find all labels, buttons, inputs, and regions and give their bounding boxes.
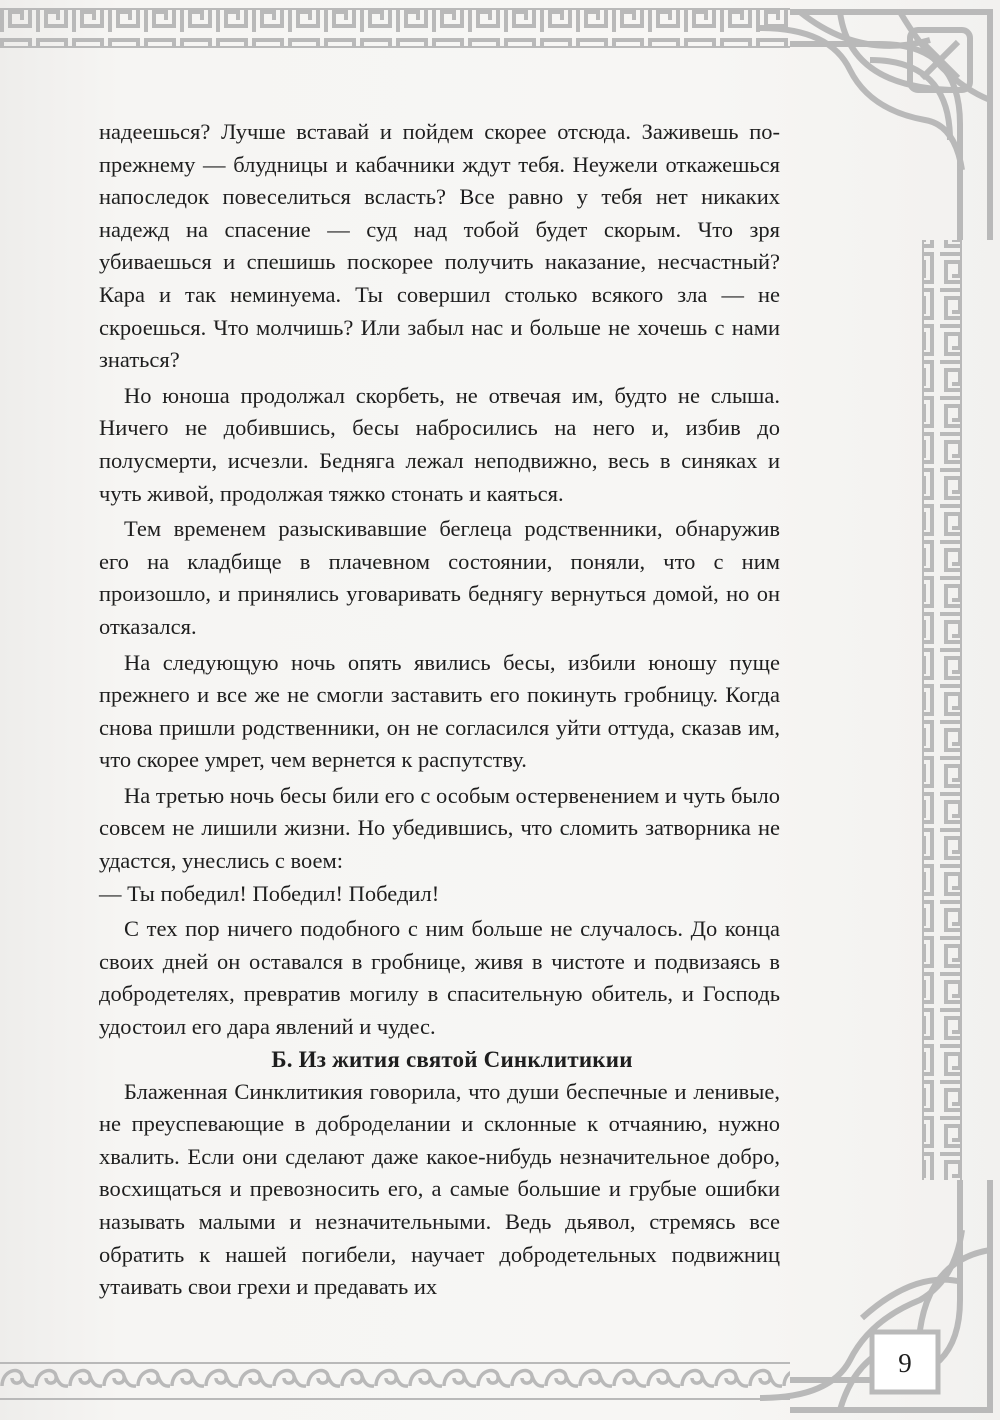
paragraph: На следующую ночь опять явились бесы, избили юношу пуще прежнего и все же не смогли заставить его покинуть гробницу. Когда снова пришли родственники, он не согласился уйти оттуда, сказав им, что скорее умрет, чем вернется к распутству.: [99, 649, 780, 773]
section-heading: Б. Из жития святой Синклитикии: [271, 1046, 633, 1072]
paragraph: Но юноша продолжал скорбеть, не отвечая им, будто не слыша. Ничего не добившись, бесы набросились на него и, избив до полусмерти, исчезли. Бедняга лежал неподвижно, весь в синяках и чуть живой, продолжая тяжко стонать и каяться.: [99, 382, 780, 506]
body-text: [99, 116, 780, 1304]
dialogue-line: — Ты победил! Победил! Победил!: [99, 880, 440, 906]
paragraph: Тем временем разыскивавшие беглеца родственники, обнаружив его на кладбище в плачевном состоянии, поняли, что с ним произошло, и принялись уговаривать беднягу вернуться домой, но он отказался.: [99, 516, 780, 639]
paragraph: С тех пор ничего подобного с ним больше не случалось. До конца своих дней он оставался в гробнице, живя в чистоте и подвизаясь в добродетелях, превратив могилу в спасительную обитель, и Господь удостоил его дара явлений и чудес.: [99, 916, 780, 1040]
paragraph: надеешься? Лучше вставай и пойдем скорее отсюда. Заживешь по-прежнему — блудницы и кабачники ждут тебя. Неужели откажешься напоследок повеселиться всласть? Все равно у тебя нет никаких надежд на спасение — суд над тобой будет скорым. Что зря убиваешься и спешишь поскорее получить наказание, несчастный? Кара и так неминуема. Ты совершил столько всякого зла — не скроешься. Что молчишь? Или забыл нас и больше не хочешь с нами знаться?: [99, 119, 780, 373]
paragraph: Блаженная Синклитикия говорила, что души беспечные и ленивые, не преуспевающие в доброделании и склонные к отчаянию, нужно хвалить. Если они сделают даже какое-нибудь незначительное добро, восхищаться и превозносить его, а самые большие и грубые ошибки называть малыми и незначительными. Ведь дьявол, стремясь все обратить к нашей погибели, научает добродетельных подвижниц утаивать свои грехи и предавать их: [99, 1078, 780, 1300]
page-number: 9: [898, 1348, 912, 1378]
paragraph: На третью ночь бесы били его с особым остервенением и чуть было совсем не лишили жизни. Но убедившись, что сломить затворника не удастся, унеслись с воем:: [99, 782, 780, 874]
